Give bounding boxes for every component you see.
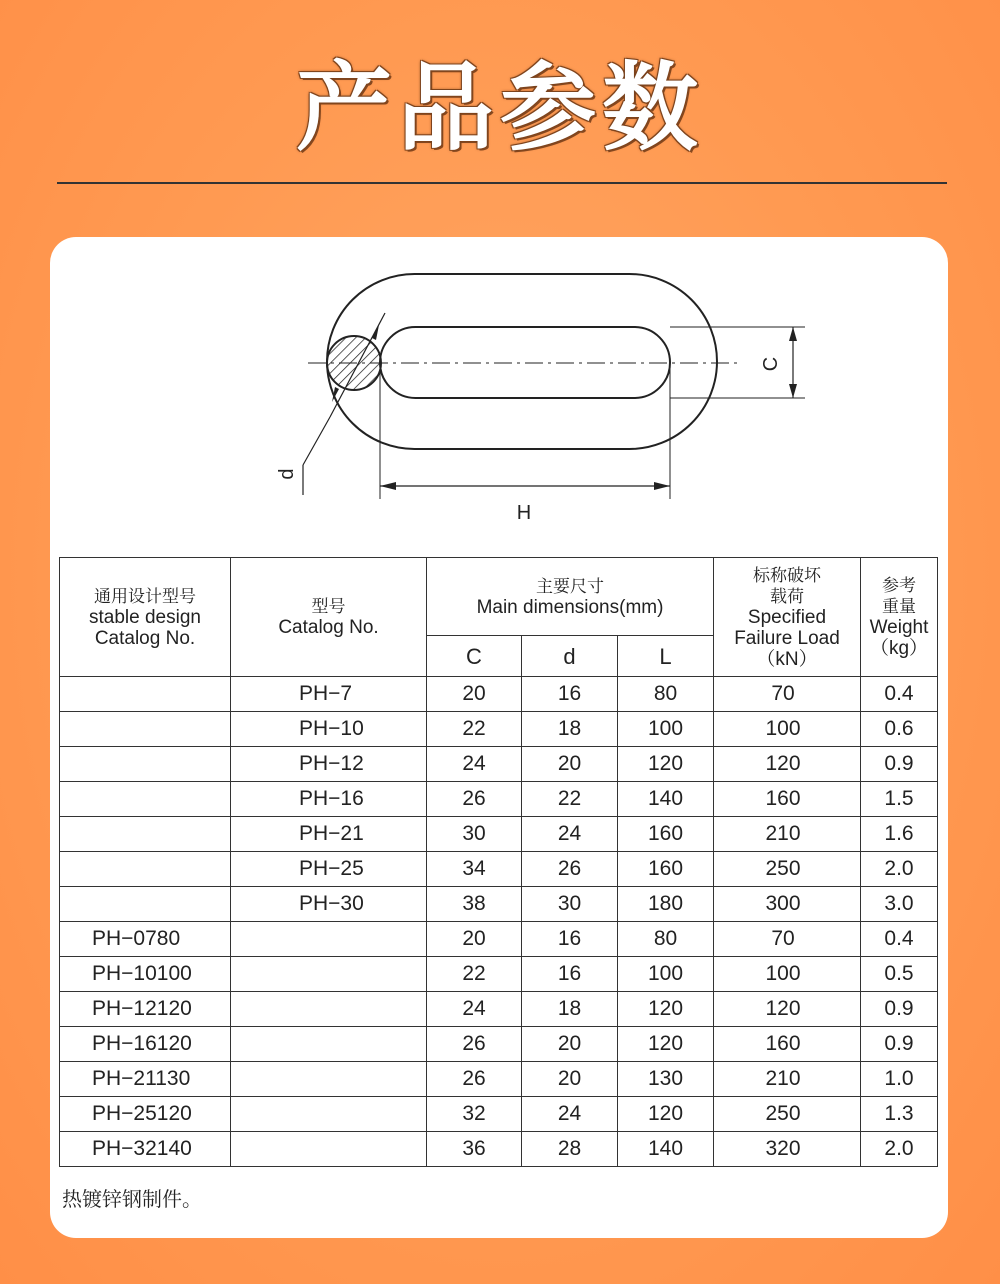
cell-l: 120	[618, 1097, 714, 1132]
cell-design	[60, 677, 231, 712]
cell-c: 26	[427, 1062, 522, 1097]
cell-design	[60, 852, 231, 887]
cell-weight: 0.4	[861, 922, 938, 957]
cell-load: 210	[714, 1062, 861, 1097]
cell-l: 100	[618, 957, 714, 992]
table-row	[60, 1062, 938, 1097]
cell-weight: 0.9	[861, 992, 938, 1027]
header-catalog-no: 型号 Catalog No.	[231, 558, 427, 677]
cell-design	[60, 712, 231, 747]
header-dim-c: C	[427, 636, 522, 677]
table-row	[60, 1132, 938, 1167]
cell-l: 120	[618, 1027, 714, 1062]
cell-design: PH−16120	[60, 1027, 231, 1062]
cell-l: 160	[618, 817, 714, 852]
header-dim-l: L	[618, 636, 714, 677]
table-row	[60, 1027, 938, 1062]
cell-load: 120	[714, 992, 861, 1027]
cell-c: 38	[427, 887, 522, 922]
cell-weight: 2.0	[861, 852, 938, 887]
table-row	[60, 852, 938, 887]
cell-weight: 0.6	[861, 712, 938, 747]
cell-catalog: PH−12	[231, 747, 427, 782]
cell-c: 22	[427, 712, 522, 747]
cell-l: 80	[618, 922, 714, 957]
cell-load: 210	[714, 817, 861, 852]
header-dim-d: d	[522, 636, 618, 677]
cell-design	[60, 887, 231, 922]
cell-load: 70	[714, 677, 861, 712]
cell-d: 20	[522, 747, 618, 782]
cell-weight: 1.6	[861, 817, 938, 852]
cell-weight: 1.5	[861, 782, 938, 817]
cell-catalog: PH−21	[231, 817, 427, 852]
cell-weight: 0.9	[861, 1027, 938, 1062]
cell-l: 120	[618, 747, 714, 782]
cell-c: 32	[427, 1097, 522, 1132]
table-row	[60, 677, 938, 712]
cell-catalog: PH−30	[231, 887, 427, 922]
cell-catalog: PH−16	[231, 782, 427, 817]
cell-design	[60, 747, 231, 782]
link-outer-outline	[327, 274, 717, 449]
cell-c: 26	[427, 1027, 522, 1062]
cell-d: 16	[522, 677, 618, 712]
title-divider	[57, 182, 947, 184]
cell-catalog: PH−10	[231, 712, 427, 747]
cell-load: 320	[714, 1132, 861, 1167]
cell-d: 16	[522, 922, 618, 957]
chain-link-diagram	[50, 237, 948, 537]
cell-d: 30	[522, 887, 618, 922]
cell-l: 120	[618, 992, 714, 1027]
table-row	[60, 887, 938, 922]
cell-l: 160	[618, 852, 714, 887]
cell-l: 180	[618, 887, 714, 922]
cell-d: 20	[522, 1027, 618, 1062]
cell-design	[60, 782, 231, 817]
header-weight: 参考 重量 Weight （kg）	[861, 558, 938, 677]
cell-design: PH−21130	[60, 1062, 231, 1097]
cell-l: 80	[618, 677, 714, 712]
cell-weight: 1.3	[861, 1097, 938, 1132]
cell-catalog	[231, 992, 427, 1027]
cell-design: PH−32140	[60, 1132, 231, 1167]
table-row	[60, 782, 938, 817]
cell-c: 22	[427, 957, 522, 992]
spec-card	[50, 237, 948, 1238]
cell-catalog	[231, 1027, 427, 1062]
spec-table-body	[60, 677, 938, 1167]
spec-table	[59, 557, 938, 1167]
cell-d: 18	[522, 992, 618, 1027]
table-row	[60, 747, 938, 782]
header-main-dimensions: 主要尺寸 Main dimensions(mm)	[427, 558, 714, 636]
cell-weight: 0.4	[861, 677, 938, 712]
cell-weight: 0.5	[861, 957, 938, 992]
header-design-no: 通用设计型号 stable design Catalog No.	[60, 558, 231, 677]
cell-load: 100	[714, 712, 861, 747]
cell-catalog	[231, 1062, 427, 1097]
cell-catalog: PH−7	[231, 677, 427, 712]
footnote: 热镀锌钢制件。	[62, 1187, 202, 1211]
cell-d: 20	[522, 1062, 618, 1097]
cell-load: 70	[714, 922, 861, 957]
cell-load: 160	[714, 1027, 861, 1062]
cell-c: 20	[427, 922, 522, 957]
cell-l: 140	[618, 1132, 714, 1167]
cell-d: 28	[522, 1132, 618, 1167]
label-d: d	[276, 468, 298, 480]
cell-load: 160	[714, 782, 861, 817]
cell-load: 100	[714, 957, 861, 992]
cell-c: 20	[427, 677, 522, 712]
cell-catalog	[231, 922, 427, 957]
cell-d: 24	[522, 817, 618, 852]
cell-design: PH−12120	[60, 992, 231, 1027]
cell-c: 24	[427, 992, 522, 1027]
cell-c: 30	[427, 817, 522, 852]
cell-load: 120	[714, 747, 861, 782]
cell-weight: 0.9	[861, 747, 938, 782]
cell-weight: 3.0	[861, 887, 938, 922]
table-row	[60, 817, 938, 852]
page-title: 产品参数	[296, 52, 704, 164]
cell-catalog	[231, 1132, 427, 1167]
cell-design: PH−10100	[60, 957, 231, 992]
cell-catalog: PH−25	[231, 852, 427, 887]
cell-design	[60, 817, 231, 852]
table-row	[60, 712, 938, 747]
cell-catalog	[231, 1097, 427, 1132]
cell-d: 22	[522, 782, 618, 817]
cell-weight: 2.0	[861, 1132, 938, 1167]
table-row	[60, 922, 938, 957]
table-row	[60, 1097, 938, 1132]
cell-design: PH−25120	[60, 1097, 231, 1132]
cell-c: 34	[427, 852, 522, 887]
cell-catalog	[231, 957, 427, 992]
cell-c: 24	[427, 747, 522, 782]
cell-load: 250	[714, 852, 861, 887]
cell-load: 300	[714, 887, 861, 922]
cell-l: 130	[618, 1062, 714, 1097]
table-row	[60, 992, 938, 1027]
cell-c: 26	[427, 782, 522, 817]
header-failure-load: 标称破坏 载荷 Specified Failure Load （kN）	[714, 558, 861, 677]
cell-d: 16	[522, 957, 618, 992]
cell-c: 36	[427, 1132, 522, 1167]
table-row	[60, 957, 938, 992]
cell-load: 250	[714, 1097, 861, 1132]
cell-l: 100	[618, 712, 714, 747]
cell-l: 140	[618, 782, 714, 817]
cell-d: 18	[522, 712, 618, 747]
cell-weight: 1.0	[861, 1062, 938, 1097]
label-c: C	[760, 356, 782, 372]
label-h: H	[516, 502, 532, 524]
cross-section	[327, 336, 381, 390]
cell-d: 24	[522, 1097, 618, 1132]
cell-design: PH−0780	[60, 922, 231, 957]
cell-d: 26	[522, 852, 618, 887]
